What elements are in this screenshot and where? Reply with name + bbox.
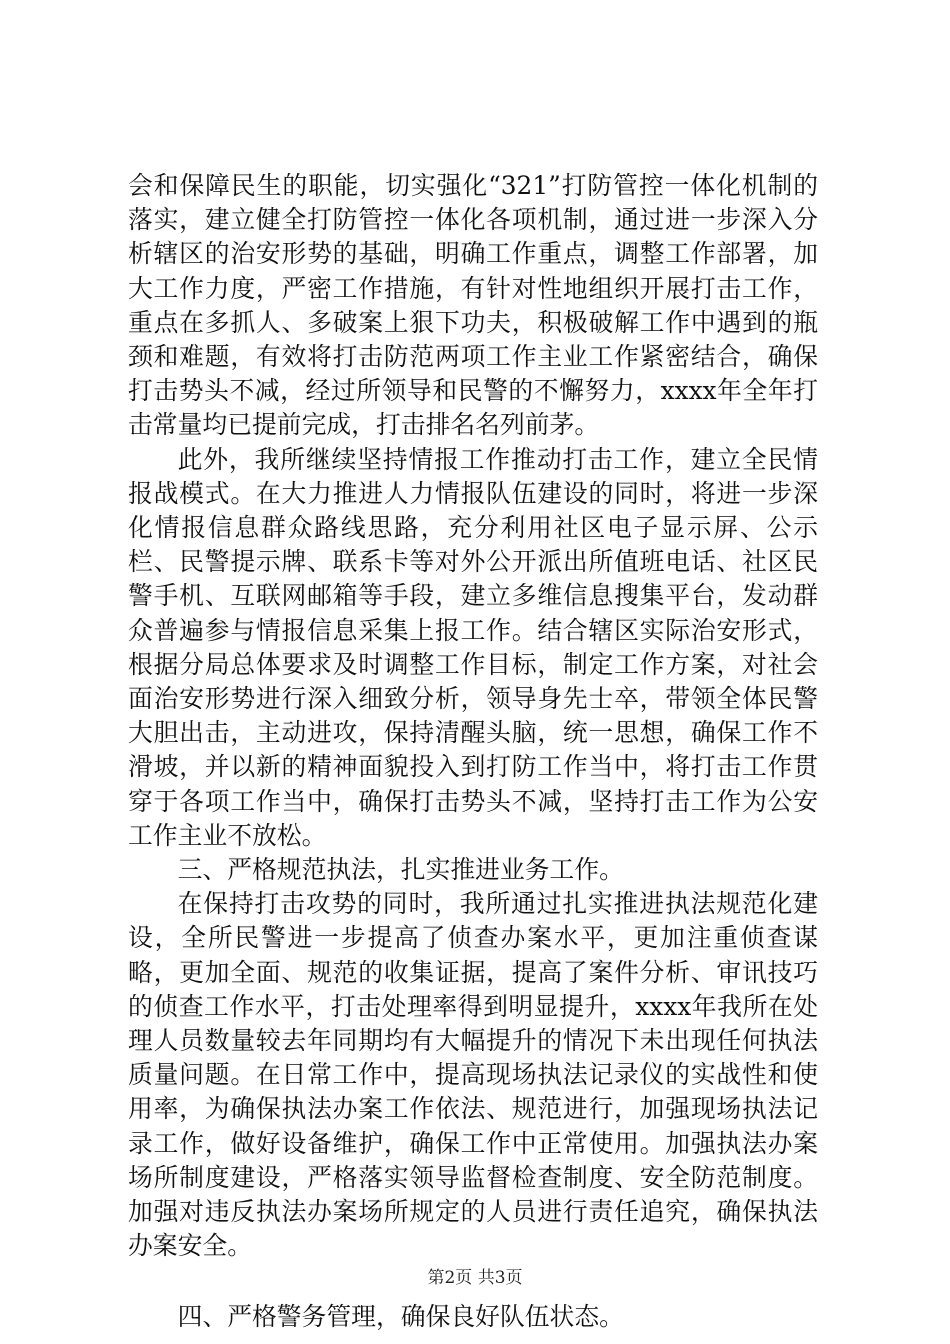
paragraph-law-enforcement: 在保持打击攻势的同时，我所通过扎实推进执法规范化建设，全所民警进一步提高了侦查办案水平，更加注重侦查谋略，更加全面、规范的收集证据，提高了案件分析、审讯技巧的侦查工作水平，打击处理率得到明显提升，xxxx年我所在处理人员数量较去年同期均有大幅提升的情况下未出现任何执法质量问题。在日常工作中，提高现场执法记录仪的实战性和使用率，为确保执法办案工作依法、规范进行，加强现场执法记录工作，做好设备维护，确保工作中正常使用。加强执法办案场所制度建设，严格落实领导监督检查制度、安全防范制度。加强对违反执法办案场所规定的人员进行责任追究，确保执法办案安全。 bbox=[128, 889, 818, 1261]
page-indicator: 第2页 共3页 bbox=[427, 1268, 523, 1288]
section-heading-four: 四、严格警务管理，确保良好队伍状态。 bbox=[177, 1301, 624, 1331]
page-footer bbox=[0, 1267, 950, 1289]
paragraph-intelligence: 此外，我所继续坚持情报工作推动打击工作，建立全民情报战模式。在大力推进人力情报队伍建设的同时，将进一步深化情报信息群众路线思路，充分利用社区电子显示屏、公示栏、民警提示牌、联系卡等对外公开派出所值班电话、社区民警手机、互联网邮箱等手段，建立多维信息搜集平台，发动群众普遍参与情报信息采集上报工作。结合辖区实际治安形式，根据分局总体要求及时调整工作目标，制定工作方案，对社会面治安形势进行深入细致分析，领导身先士卒，带领全体民警大胆出击，主动进攻，保持清醒头脑，统一思想，确保工作不滑坡，并以新的精神面貌投入到打防工作当中，将打击工作贯穿于各项工作当中，确保打击势头不减，坚持打击工作为公安工作主业不放松。 bbox=[128, 444, 818, 850]
document-body bbox=[128, 169, 818, 1334]
paragraph-continuation: 会和保障民生的职能，切实强化“321”打防管控一体化机制的落实，建立健全打防管控一体化各项机制，通过进一步深入分析辖区的治安形势的基础，明确工作重点，调整工作部署，加大工作力度，严密工作措施，有针对性地组织开展打击工作，重点在多抓人、多破案上狠下功夫，积极破解工作中遇到的瓶颈和难题，有效将打击防范两项工作主业工作紧密结合，确保打击势头不减，经过所领导和民警的不懈努力，xxxx年全年打击常量均已提前完成，打击排名名列前茅。 bbox=[128, 171, 818, 440]
section-heading-three: 三、严格规范执法，扎实推进业务工作。 bbox=[177, 855, 624, 885]
